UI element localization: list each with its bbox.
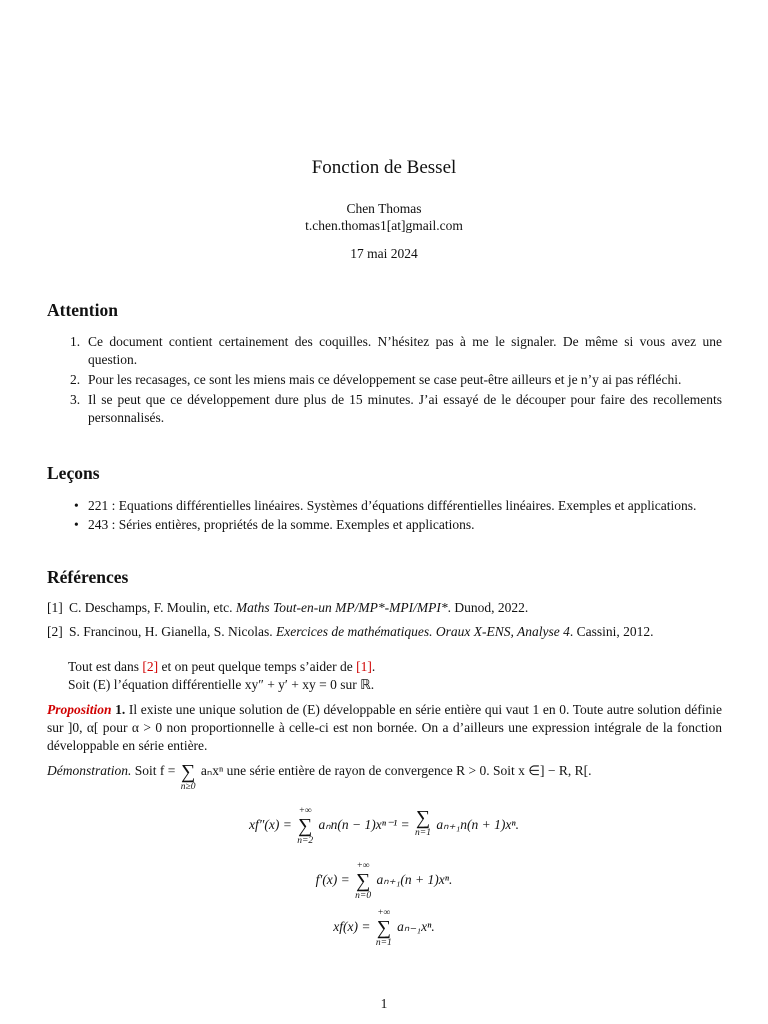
heading-references: Références (47, 567, 129, 587)
proposition-label: Proposition (47, 702, 112, 717)
proposition-number: 1. (115, 702, 126, 717)
sum-symbol: +∞ ∑ n=1 (375, 908, 392, 948)
sum-symbol: +∞ ∑ n=2 (297, 806, 314, 846)
reference-item: [2] S. Francinou, H. Gianella, S. Nicolas. Exercices de mathématiques. Oraux X-ENS, Analyse 4. Cassini, 2012. (47, 624, 654, 639)
demonstration-block: Démonstration. Soit f = ∑ n≥0 aₙxⁿ une série entière de rayon de convergence R > 0. Soit x ∈] − R, R[. (47, 761, 592, 792)
demonstration-label: Démonstration. (47, 763, 132, 778)
heading-attention: Attention (47, 300, 118, 320)
document-date: 17 mai 2024 (350, 246, 418, 261)
equation-3: xf(x) = +∞ ∑ n=1 aₙ₋₁xⁿ. (333, 908, 435, 948)
page-number: 1 (380, 996, 388, 1011)
proposition-block (47, 701, 722, 755)
intro-paragraph: Tout est dans [2] et on peut quelque temps s’aider de [1]. Soit (E) l’équation différentielle xy″ + y′ + xy = 0 sur ℝ. (68, 658, 728, 694)
list-item: 2. Pour les recasages, ce sont les miens mais ce développement se case peut-être ailleurs et je n’y ai pas réfléchi. (70, 372, 682, 387)
citation-link-1[interactable]: [1] (356, 659, 372, 674)
attention-list (70, 333, 722, 429)
list-item: 1. Ce document contient certainement des coquilles. N’hésitez pas à me le signaler. De même si vous avez une question. (70, 334, 722, 367)
list-item: • 243 : Séries entières, propriétés de la somme. Exemples et applications. (74, 517, 475, 532)
equation-2: f′(x) = +∞ ∑ n=0 aₙ₊₁(n + 1)xⁿ. (315, 861, 453, 901)
document-title: Fonction de Bessel (311, 157, 457, 178)
author-email: t.chen.thomas1[at]gmail.com (305, 218, 463, 233)
sum-symbol: ∑ n≥0 (180, 761, 196, 792)
lecons-list (70, 497, 722, 535)
author-block (0, 200, 768, 234)
sum-symbol: +∞ ∑ n=0 (355, 861, 372, 901)
citation-link-2[interactable]: [2] (142, 659, 159, 674)
heading-lecons: Leçons (47, 463, 100, 483)
author-name: Chen Thomas (346, 201, 422, 216)
list-item: • 221 : Equations différentielles linéaires. Systèmes d’équations différentielles linéaires. Exemples et applications. (74, 498, 697, 513)
list-item: 3. Il se peut que ce développement dure plus de 15 minutes. J’ai essayé de le découper pour faire des recollements personnalisés. (70, 392, 722, 425)
references-list (47, 599, 727, 647)
reference-item: [1] C. Deschamps, F. Moulin, etc. Maths Tout-en-un MP/MP*-MPI/MPI*. Dunod, 2022. (47, 600, 529, 615)
sum-symbol: ∑ n=1 (415, 807, 431, 839)
equation-1: xf″(x) = +∞ ∑ n=2 aₙn(n − 1)xⁿ⁻¹ = ∑ n=1 aₙ₊₁n(n + 1)xⁿ. (249, 806, 519, 846)
equation-statement: Soit (E) l’équation différentielle xy″ + y′ + xy = 0 sur ℝ. (68, 677, 375, 692)
proposition-text: Il existe une unique solution de (E) développable en série entière qui vaut 1 en 0. Toute autre solution définie sur ]0, α[ pour α > 0 non proportionnelle à celle-ci est non bornée. On a d’ailleurs une expression intégrale de la fonction développable en série entière. (47, 702, 723, 753)
